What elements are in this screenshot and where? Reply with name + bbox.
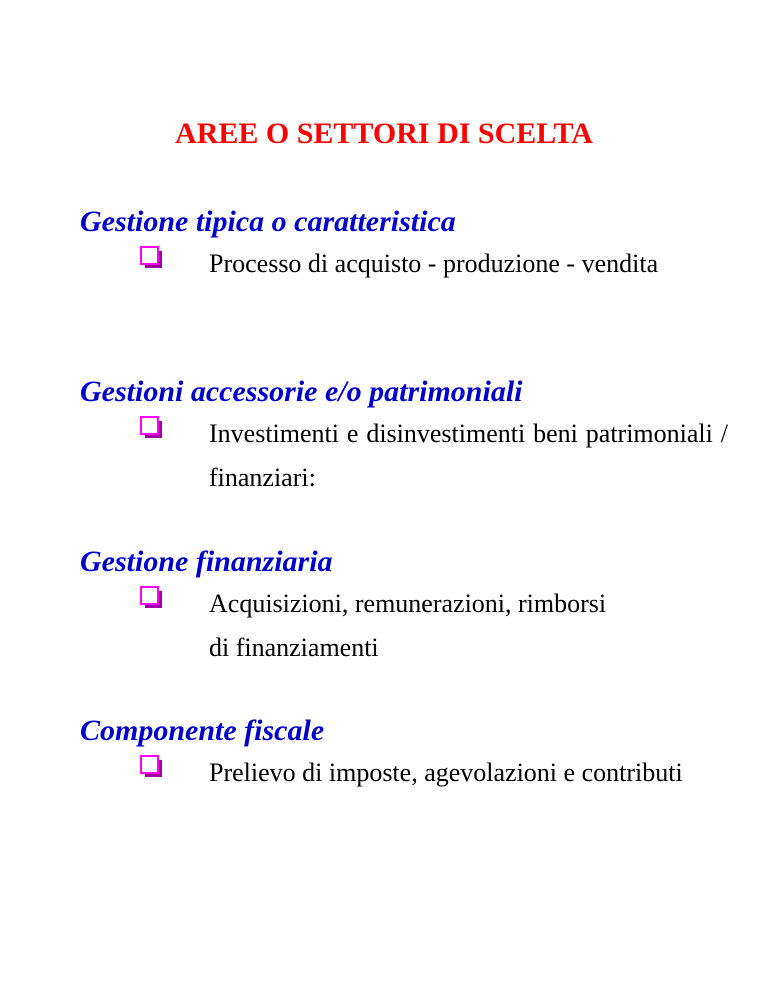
section-componente-fiscale	[80, 713, 728, 795]
section-heading: Gestione finanziaria	[80, 545, 333, 578]
section-gestione-finanziaria	[80, 544, 728, 670]
section-heading: Gestione tipica o caratteristica	[80, 205, 456, 238]
bullet-text: Acquisizioni, remunerazioni, rimborsi di finanziamenti	[209, 589, 607, 662]
bullet-text: Investimenti e disinvestimenti beni patrimoniali / finanziari:	[209, 419, 728, 492]
section-gestione-tipica	[80, 204, 728, 286]
bullet-text: Processo di acquisto - produzione - vendita	[209, 249, 659, 278]
section-heading: Componente fiscale	[80, 714, 325, 747]
list-item	[80, 242, 728, 286]
checkbox-bullet-icon	[140, 755, 164, 779]
checkbox-bullet-icon	[140, 246, 164, 270]
checkbox-bullet-icon	[140, 416, 164, 440]
bullet-text: Prelievo di imposte, agevolazioni e contributi	[209, 758, 683, 787]
page-title: AREE O SETTORI DI SCELTA	[175, 117, 593, 150]
list-item	[80, 582, 728, 670]
list-item	[80, 751, 728, 795]
checkbox-bullet-icon	[140, 586, 164, 610]
section-gestioni-accessorie	[80, 374, 728, 500]
list-item	[80, 412, 728, 500]
section-heading: Gestioni accessorie e/o patrimoniali	[80, 375, 523, 408]
